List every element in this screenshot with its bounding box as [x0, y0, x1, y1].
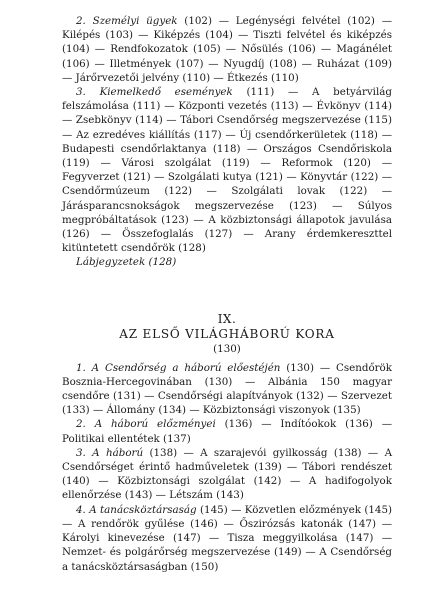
toc-entry-notable-events — [62, 85, 392, 255]
entry-text: (136) — Indítóokok (136) — Politikai ellentétek (137) — [62, 418, 392, 445]
footnotes-entry: Lábjegyzetek (128) — [76, 256, 177, 269]
toc-entry-the-war — [62, 446, 392, 503]
entry-text: (130) — Csendőrök Bosznia-Hercegovinában (130) — Albánia 150 magyar csendőre (131) — Csendőrségi alapítványok (132) — Szervezet (133) — Állomány (134) — Közbiztonsági viszonyok (135) — [62, 361, 392, 417]
toc-entry-war-antecedents — [62, 417, 392, 445]
entry-text: (102) — Legénységi felvétel (102) — Kilépés (103) — Kiképzés (104) — Tiszti felvétel és kiképzés (104) — Rendfokozatok (105) — Nősülés (106) — Magánélet (106) — Illetmények (107) — Nyugdíj (108) — Ruházat (109) — Járőrvezetői jelvény (110) — Étkezés (110) — [62, 15, 392, 84]
entry-heading: 3. A háború — [76, 446, 144, 459]
chapter-page: (130) — [213, 342, 241, 355]
entry-text: (138) — A szarajevói gyilkosság (138) — A Csendőrséget érintő hadműveletek (139) — Tábori rendészet (140) — Közbiztonsági szolgálat (142) — A hadifogolyok ellenőrzése (143) — Létszám (143) — [62, 446, 393, 502]
book-page — [62, 14, 392, 574]
entry-heading: 4. A tanácsköztársaság — [76, 503, 197, 516]
toc-entry-eve-of-war — [62, 361, 392, 418]
entry-heading: 2. Személyi ügyek — [76, 15, 178, 27]
chapter-number: IX. — [217, 311, 237, 326]
chapter-heading — [62, 312, 392, 357]
entry-heading: 2. A háború előzményei — [76, 418, 216, 431]
entry-text: (145) — Közvetlen előzmények (145) — A rendőrök gyűlése (146) — Őszirózsás katonák (147) — Károlyi kinevezése (147) — Tisza meggyilkolása (147) — Nemzet- és polgárőrség megszervezése (149) — A Csendőrség a tanácsköztársaságban (150) — [62, 503, 393, 573]
toc-entry-personal-affairs — [62, 14, 392, 85]
entry-heading: 3. Kiemelkedő események — [76, 86, 233, 99]
entry-text: (111) — A betyárvilág felszámolása (111) — Központi vezetés (113) — Évkönyv (114) — Zsebkönyv (114) — Tábori Csendőrség megszervezése (115) — Az ezredéves kiállítás (117) — Új csendőrkerületek (118) — Budapesti csendőrlaktanya (118) — Országos Csendőriskola (119) — Városi szolgálat (119) — Reformok (120) — Fegyverzet (121) — Szolgálati kutya (121) — Könyvtár (122) — Csendőrmúzeum (122) — Szolgálati lovak (122) — Járásparancsnokságok megszervezése (123) — Súlyos megpróbáltatások (123) — A közbiztonsági állapotok javulása (126) — Összefoglalás (127) — Arany érdemkereszttel kitüntetett csendőrök (128) — [62, 86, 392, 255]
entry-heading: 1. A Csendőrség a háború előestéjén — [76, 361, 281, 374]
chapter-title: AZ ELSŐ VILÁGHÁBORÚ KORA — [119, 326, 335, 341]
toc-entry-soviet-republic — [62, 503, 392, 574]
